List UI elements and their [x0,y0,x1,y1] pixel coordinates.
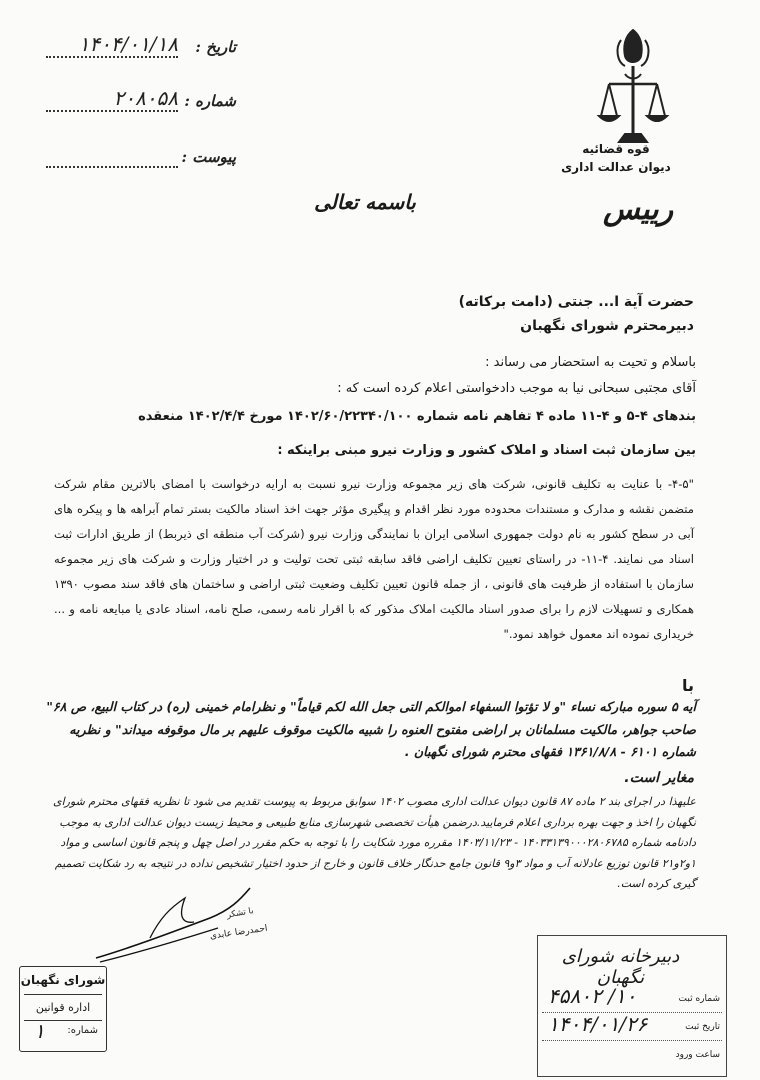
date-dots [46,56,178,58]
quoted-clauses: "۴-۵- با عنایت به تکلیف قانونی، شرکت های زیر مجموعه وزارت نیرو نسبت به ارایه درخواست با امضای بالاترین مقام شرکت متضمن نقشه و مدارک و مستندات محدوده مورد نظر اقدام و پیگیری مؤثر جهت اخذ اسناد مالکیت بستر تمام آبراهه ها و پیکره های آبی در سطح کشور به نام دولت جمهوری اسلامی ایران با نمایندگی وزارت نیرو (شرکت آب منطقه ای ذیربط) از طریق ادارات ثبت اسناد می نمایند. ۴-۱۱- در راستای تعیین تکلیف اراضی فاقد سابقه ثبتی تحت تولیت و در اختیار وزارت و شرکت های زیر مجموعه سازمان با استفاده از ظرفیت های قانونی ، از جمله قانون تعیین تکلیف وضعیت ثبتی اراضی و ساختمان های فاقد سند مصوب ۱۳۹۰ همکاری و تسهیلات لازم را برای صدور اسناد مالکیت املاک مذکور که با اقرار نامه رسمی، صلح نامه، اسناد عادی یا مبایعه نامه و ... خریداری نموده اند معمول خواهد نمود." [54,477,694,641]
subject-line1: بندهای ۴-۵ و ۴-۱۱ ماده ۴ تفاهم نامه شماره ۱۴۰۲/۶۰/۲۲۳۴۰/۱۰۰ مورخ ۱۴۰۲/۴/۴ منعقده [138,409,696,424]
addressee-line2: دبیرمحترم شورای نگهبان [520,318,694,334]
stamp-left-line2: اداره قوانین [35,1001,91,1014]
secretariat-stamp [537,935,727,1077]
attachment-row [36,148,236,174]
org-line2: دیوان عدالت اداری [561,160,671,174]
bismillah: باسمه تعالی [314,190,416,214]
signature-title: با تشکر [226,905,255,921]
judiciary-emblem-icon [595,22,671,162]
number-label: شماره : [184,92,236,110]
stamp-right-title: دبیرخانه شورای نگهبان [561,946,680,988]
registration-date-row [542,1012,722,1041]
registration-number-value: ۱۰/ ۴۵۸۰۲ [548,984,637,1008]
stamp-left-divider [24,994,102,995]
ba-connector: با [681,676,694,695]
intro-line: آقای مجتبی سبحانی نیا به موجب دادخواستی اعلام کرده است که : [337,381,696,396]
registration-number-row [542,984,722,1013]
number-row [36,86,236,118]
conflict-statement: مغایر است. [624,770,694,786]
stamp-left-line1: شورای نگهبان [20,973,106,987]
subject-line2: بین سازمان ثبت اسناد و املاک کشور و وزارت نیرو مبنی براینکه : [277,443,696,458]
date-value: ۱۴۰۴/۰۱/۱۸ [78,32,178,56]
registration-date-value: ۱۴۰۴/۰۱/۲۶ [548,1012,648,1036]
org-line1: قوه قضائیه [582,142,650,156]
guardian-council-stamp [19,966,107,1052]
date-label: تاریخ : [195,38,236,56]
registration-number-label: شماره ثبت [678,994,720,1004]
ayah-paragraph: آیه ۵ سوره مبارکه نساء "و لا تؤتوا السفهاء اموالکم التی جعل الله لکم قیاماً" و نظرامام خمینی (ره) در کتاب البیع، ص ۶۸" صاحب جواهر، مالکیت مسلمانان بر اراضی مفتوح العنوه را شبیه مالکیت موقوف علیهم بر مال موقوفه میداند" و نظریه شماره ۶۱۰۱ - ۱۳۶۱/۸/۸ فقهای محترم شورای نگهبان . [46,699,696,759]
president-title: رییس [603,192,674,227]
entry-time-label: ساعت ورود [675,1050,720,1060]
attachment-dots [46,166,178,168]
addressee-line1: حضرت آیة ا... جنتی (دامت برکاته) [458,294,694,310]
number-dots [46,110,178,112]
date-row [36,32,236,64]
signatory-name: احمدرضا عابدی [209,923,269,942]
attachment-label: پیوست : [181,148,236,166]
greeting: باسلام و تحیت به استحضار می رساند : [485,355,696,370]
handwritten-signature [90,878,260,968]
registration-date-label: تاریخ ثبت [685,1022,720,1032]
number-value: ۲۰۸۰۵۸ [113,86,178,110]
stamp-left-number-label: شماره: [67,1025,98,1036]
entry-time-row [542,1044,722,1068]
stamp-left-number-value: ۱ [34,1019,45,1043]
closing-paragraph: علیهذا در اجرای بند ۲ ماده ۸۷ قانون دیوان عدالت اداری مصوب ۱۴۰۲ سوابق مربوط به پیوست تقدیم می شود تا نظریه فقهای محترم شورای نگهبان را اخذ و جهت بهره برداری اعلام فرمایید.درضمن هیأت تخصصی شهرسازی منابع طبیعی و محیط زیست دیوان عدالت اداری به موجب دادنامه شماره ۱۴۰۳۳۱۳۹۰۰۰۲۸۰۶۷۸۵ - ۱۴۰۳/۱۱/۲۳ مقرره مورد شکایت را با توجه به حکم مقرر در اصل چهل و پنجم قانون اساسی و مواد ۱و۲و۲۱ قانون توزیع عادلانه آب و مواد ۳و۹ قانون جامع حدنگار خلاف قانون و خارج از حدود اختیار تشخیص نداده در نتیجه به رد شکایت تصمیم گیری کرده است. [53,795,696,890]
